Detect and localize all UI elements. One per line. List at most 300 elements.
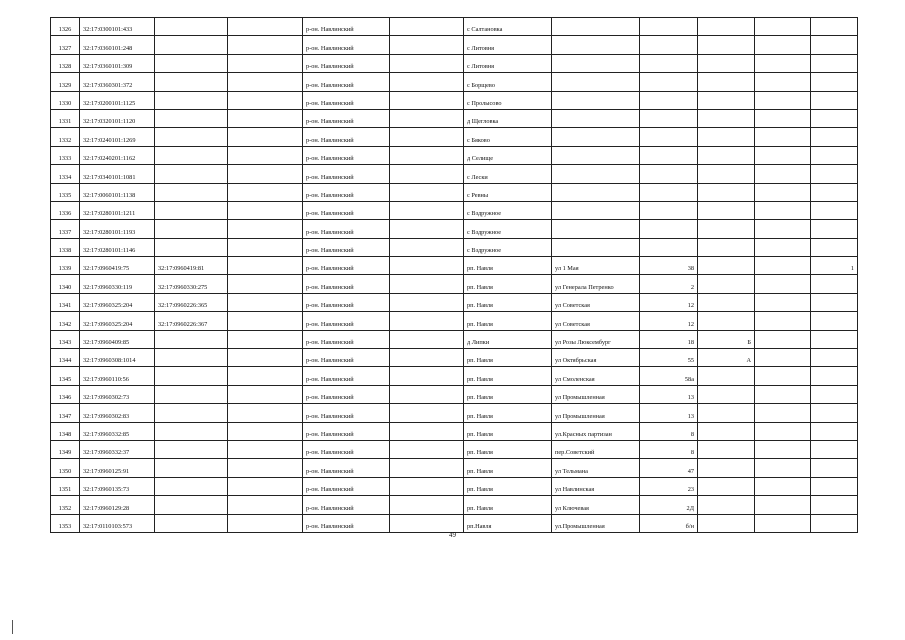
region-cell: р-он. Навлинский [303, 165, 390, 183]
empty-cell [755, 201, 811, 219]
cadastral-number-cell: 32:17:0960129:28 [80, 496, 155, 514]
street-cell: ул Смоленская [552, 367, 640, 385]
empty-cell [390, 477, 464, 495]
cadastral-number-cell: 32:17:0280101:1193 [80, 220, 155, 238]
row-number-cell: 1346 [51, 385, 80, 403]
row-number-cell: 1329 [51, 73, 80, 91]
house-number-cell: 58а [640, 367, 698, 385]
linked-cadastral-number-cell [155, 514, 228, 532]
table-row [51, 18, 858, 36]
region-cell: р-он. Навлинский [303, 440, 390, 458]
table-row [51, 257, 858, 275]
row-number-cell: 1341 [51, 293, 80, 311]
empty-cell [390, 330, 464, 348]
cadastral-number-cell: 32:17:0360101:309 [80, 54, 155, 72]
empty-cell [228, 330, 303, 348]
registry-table [50, 17, 858, 533]
linked-cadastral-number-cell [155, 109, 228, 127]
house-letter-cell [698, 238, 755, 256]
cadastral-number-cell: 32:17:0360101:248 [80, 36, 155, 54]
house-letter-cell [698, 514, 755, 532]
empty-cell [390, 514, 464, 532]
empty-cell [755, 128, 811, 146]
empty-cell [228, 367, 303, 385]
empty-cell [390, 257, 464, 275]
house-number-cell [640, 109, 698, 127]
street-cell [552, 91, 640, 109]
extra-cell [811, 477, 858, 495]
settlement-cell: с Лески [464, 165, 552, 183]
settlement-cell: с Литовня [464, 54, 552, 72]
row-number-cell: 1338 [51, 238, 80, 256]
house-letter-cell [698, 73, 755, 91]
row-number-cell: 1343 [51, 330, 80, 348]
house-number-cell [640, 36, 698, 54]
house-number-cell: 2Д [640, 496, 698, 514]
empty-cell [228, 496, 303, 514]
region-cell: р-он. Навлинский [303, 238, 390, 256]
table-row [51, 367, 858, 385]
settlement-cell: рп. Навля [464, 477, 552, 495]
row-number-cell: 1328 [51, 54, 80, 72]
row-number-cell: 1353 [51, 514, 80, 532]
settlement-cell: с Вздружное [464, 201, 552, 219]
cadastral-number-cell: 32:17:0960302:83 [80, 404, 155, 422]
street-cell: ул Розы Люксембург [552, 330, 640, 348]
extra-cell [811, 91, 858, 109]
house-number-cell: 18 [640, 330, 698, 348]
cadastral-number-cell: 32:17:0960308:1014 [80, 349, 155, 367]
house-number-cell: б/н [640, 514, 698, 532]
empty-cell [755, 36, 811, 54]
street-cell [552, 54, 640, 72]
extra-cell [811, 165, 858, 183]
cadastral-number-cell: 32:17:0110103:573 [80, 514, 155, 532]
region-cell: р-он. Навлинский [303, 514, 390, 532]
extra-cell [811, 404, 858, 422]
table-row [51, 385, 858, 403]
extra-cell [811, 367, 858, 385]
row-number-cell: 1333 [51, 146, 80, 164]
table-body [51, 18, 858, 533]
empty-cell [228, 404, 303, 422]
table-row [51, 349, 858, 367]
margin-mark [12, 620, 13, 634]
empty-cell [228, 146, 303, 164]
linked-cadastral-number-cell [155, 404, 228, 422]
settlement-cell: рп. Навля [464, 440, 552, 458]
empty-cell [755, 91, 811, 109]
empty-cell [390, 422, 464, 440]
region-cell: р-он. Навлинский [303, 404, 390, 422]
house-number-cell: 12 [640, 293, 698, 311]
cadastral-number-cell: 32:17:0960330:119 [80, 275, 155, 293]
page-number: 49 [449, 531, 456, 539]
empty-cell [228, 514, 303, 532]
cadastral-number-cell: 32:17:0200101:1125 [80, 91, 155, 109]
cadastral-number-cell: 32:17:0960419:75 [80, 257, 155, 275]
house-letter-cell [698, 459, 755, 477]
region-cell: р-он. Навлинский [303, 422, 390, 440]
linked-cadastral-number-cell [155, 367, 228, 385]
settlement-cell: с Пролысово [464, 91, 552, 109]
empty-cell [755, 514, 811, 532]
table-row [51, 36, 858, 54]
table-row [51, 275, 858, 293]
linked-cadastral-number-cell [155, 128, 228, 146]
empty-cell [390, 54, 464, 72]
extra-cell [811, 422, 858, 440]
house-number-cell: 12 [640, 312, 698, 330]
empty-cell [755, 330, 811, 348]
house-letter-cell [698, 367, 755, 385]
region-cell: р-он. Навлинский [303, 349, 390, 367]
linked-cadastral-number-cell [155, 220, 228, 238]
settlement-cell: рп. Навля [464, 257, 552, 275]
empty-cell [755, 496, 811, 514]
empty-cell [755, 440, 811, 458]
table-row [51, 422, 858, 440]
empty-cell [755, 459, 811, 477]
row-number-cell: 1345 [51, 367, 80, 385]
settlement-cell: с Вздружное [464, 220, 552, 238]
empty-cell [228, 36, 303, 54]
empty-cell [390, 312, 464, 330]
street-cell: ул 1 Мая [552, 257, 640, 275]
extra-cell [811, 73, 858, 91]
house-letter-cell [698, 146, 755, 164]
house-number-cell [640, 220, 698, 238]
empty-cell [390, 220, 464, 238]
settlement-cell: с Литовня [464, 36, 552, 54]
cadastral-number-cell: 32:17:0960125:91 [80, 459, 155, 477]
table-row [51, 440, 858, 458]
street-cell [552, 238, 640, 256]
empty-cell [228, 275, 303, 293]
region-cell: р-он. Навлинский [303, 330, 390, 348]
table-row [51, 477, 858, 495]
linked-cadastral-number-cell [155, 201, 228, 219]
extra-cell [811, 312, 858, 330]
linked-cadastral-number-cell [155, 385, 228, 403]
row-number-cell: 1326 [51, 18, 80, 36]
settlement-cell: рп.Навля [464, 514, 552, 532]
house-number-cell [640, 238, 698, 256]
settlement-cell: д Щегловка [464, 109, 552, 127]
extra-cell [811, 349, 858, 367]
linked-cadastral-number-cell: 32:17:0960226:365 [155, 293, 228, 311]
table-row [51, 330, 858, 348]
street-cell: ул Навлинская [552, 477, 640, 495]
extra-cell [811, 330, 858, 348]
linked-cadastral-number-cell [155, 477, 228, 495]
empty-cell [228, 385, 303, 403]
house-letter-cell [698, 183, 755, 201]
linked-cadastral-number-cell [155, 36, 228, 54]
row-number-cell: 1348 [51, 422, 80, 440]
extra-cell [811, 496, 858, 514]
street-cell: пер.Советский [552, 440, 640, 458]
empty-cell [390, 73, 464, 91]
row-number-cell: 1332 [51, 128, 80, 146]
empty-cell [228, 201, 303, 219]
house-letter-cell [698, 477, 755, 495]
empty-cell [228, 54, 303, 72]
linked-cadastral-number-cell [155, 146, 228, 164]
region-cell: р-он. Навлинский [303, 109, 390, 127]
house-letter-cell [698, 257, 755, 275]
cadastral-number-cell: 32:17:0960325:204 [80, 312, 155, 330]
house-number-cell [640, 73, 698, 91]
extra-cell: 1 [811, 257, 858, 275]
street-cell [552, 36, 640, 54]
house-number-cell: 2 [640, 275, 698, 293]
linked-cadastral-number-cell [155, 183, 228, 201]
empty-cell [755, 404, 811, 422]
empty-cell [228, 293, 303, 311]
empty-cell [390, 201, 464, 219]
house-number-cell: 13 [640, 385, 698, 403]
street-cell: ул Промышленная [552, 404, 640, 422]
table-row [51, 238, 858, 256]
cadastral-number-cell: 32:17:0960110:56 [80, 367, 155, 385]
linked-cadastral-number-cell [155, 91, 228, 109]
empty-cell [755, 109, 811, 127]
row-number-cell: 1331 [51, 109, 80, 127]
street-cell [552, 183, 640, 201]
extra-cell [811, 275, 858, 293]
empty-cell [390, 459, 464, 477]
row-number-cell: 1327 [51, 36, 80, 54]
region-cell: р-он. Навлинский [303, 275, 390, 293]
house-number-cell [640, 201, 698, 219]
table-row [51, 183, 858, 201]
street-cell: ул Генерала Петренко [552, 275, 640, 293]
region-cell: р-он. Навлинский [303, 18, 390, 36]
region-cell: р-он. Навлинский [303, 459, 390, 477]
house-number-cell [640, 146, 698, 164]
extra-cell [811, 220, 858, 238]
empty-cell [390, 18, 464, 36]
linked-cadastral-number-cell [155, 330, 228, 348]
extra-cell [811, 459, 858, 477]
region-cell: р-он. Навлинский [303, 146, 390, 164]
region-cell: р-он. Навлинский [303, 73, 390, 91]
linked-cadastral-number-cell [155, 165, 228, 183]
region-cell: р-он. Навлинский [303, 54, 390, 72]
table-row [51, 109, 858, 127]
settlement-cell: рп. Навля [464, 385, 552, 403]
row-number-cell: 1350 [51, 459, 80, 477]
house-letter-cell [698, 201, 755, 219]
house-letter-cell [698, 91, 755, 109]
table-row [51, 201, 858, 219]
row-number-cell: 1344 [51, 349, 80, 367]
linked-cadastral-number-cell [155, 459, 228, 477]
region-cell: р-он. Навлинский [303, 183, 390, 201]
row-number-cell: 1330 [51, 91, 80, 109]
extra-cell [811, 146, 858, 164]
row-number-cell: 1352 [51, 496, 80, 514]
street-cell: ул Тельмана [552, 459, 640, 477]
empty-cell [228, 165, 303, 183]
house-number-cell: 8 [640, 440, 698, 458]
row-number-cell: 1340 [51, 275, 80, 293]
house-letter-cell [698, 385, 755, 403]
empty-cell [228, 91, 303, 109]
linked-cadastral-number-cell [155, 18, 228, 36]
empty-cell [390, 275, 464, 293]
settlement-cell: с Ревны [464, 183, 552, 201]
settlement-cell: рп. Навля [464, 496, 552, 514]
empty-cell [755, 422, 811, 440]
house-letter-cell [698, 275, 755, 293]
house-number-cell: 55 [640, 349, 698, 367]
table-row [51, 293, 858, 311]
extra-cell [811, 440, 858, 458]
extra-cell [811, 54, 858, 72]
row-number-cell: 1335 [51, 183, 80, 201]
empty-cell [755, 146, 811, 164]
row-number-cell: 1337 [51, 220, 80, 238]
table-row [51, 146, 858, 164]
region-cell: р-он. Навлинский [303, 91, 390, 109]
row-number-cell: 1342 [51, 312, 80, 330]
empty-cell [755, 385, 811, 403]
empty-cell [390, 91, 464, 109]
street-cell [552, 220, 640, 238]
empty-cell [228, 220, 303, 238]
empty-cell [390, 385, 464, 403]
street-cell [552, 109, 640, 127]
house-letter-cell [698, 422, 755, 440]
house-number-cell [640, 183, 698, 201]
street-cell [552, 18, 640, 36]
cadastral-number-cell: 32:17:0960302:73 [80, 385, 155, 403]
row-number-cell: 1334 [51, 165, 80, 183]
empty-cell [755, 293, 811, 311]
empty-cell [390, 165, 464, 183]
empty-cell [755, 275, 811, 293]
empty-cell [228, 183, 303, 201]
region-cell: р-он. Навлинский [303, 257, 390, 275]
linked-cadastral-number-cell [155, 440, 228, 458]
street-cell: ул Советская [552, 312, 640, 330]
house-letter-cell [698, 496, 755, 514]
settlement-cell: рп. Навля [464, 422, 552, 440]
row-number-cell: 1339 [51, 257, 80, 275]
house-number-cell: 38 [640, 257, 698, 275]
empty-cell [755, 73, 811, 91]
cadastral-number-cell: 32:17:0960332:37 [80, 440, 155, 458]
cadastral-number-cell: 32:17:0060101:1138 [80, 183, 155, 201]
house-number-cell [640, 128, 698, 146]
table-row [51, 54, 858, 72]
linked-cadastral-number-cell [155, 349, 228, 367]
empty-cell [228, 477, 303, 495]
house-letter-cell [698, 54, 755, 72]
empty-cell [755, 220, 811, 238]
settlement-cell: с Борщево [464, 73, 552, 91]
linked-cadastral-number-cell: 32:17:0960419:81 [155, 257, 228, 275]
settlement-cell: рп. Навля [464, 293, 552, 311]
house-letter-cell: А [698, 349, 755, 367]
empty-cell [228, 440, 303, 458]
empty-cell [228, 257, 303, 275]
house-number-cell [640, 18, 698, 36]
empty-cell [755, 257, 811, 275]
empty-cell [390, 349, 464, 367]
cadastral-number-cell: 32:17:0960409:85 [80, 330, 155, 348]
house-letter-cell [698, 293, 755, 311]
empty-cell [755, 18, 811, 36]
settlement-cell: рп. Навля [464, 459, 552, 477]
empty-cell [390, 146, 464, 164]
table-row [51, 220, 858, 238]
house-letter-cell [698, 18, 755, 36]
linked-cadastral-number-cell [155, 422, 228, 440]
table-row [51, 128, 858, 146]
cadastral-number-cell: 32:17:0280101:1211 [80, 201, 155, 219]
table-row [51, 404, 858, 422]
linked-cadastral-number-cell [155, 54, 228, 72]
region-cell: р-он. Навлинский [303, 312, 390, 330]
linked-cadastral-number-cell [155, 73, 228, 91]
region-cell: р-он. Навлинский [303, 385, 390, 403]
house-letter-cell: Б [698, 330, 755, 348]
street-cell [552, 146, 640, 164]
settlement-cell: рп. Навля [464, 404, 552, 422]
cadastral-number-cell: 32:17:0240101:1269 [80, 128, 155, 146]
cadastral-number-cell: 32:17:0300101:433 [80, 18, 155, 36]
extra-cell [811, 385, 858, 403]
house-number-cell [640, 54, 698, 72]
house-letter-cell [698, 109, 755, 127]
street-cell: ул.Красных партизан [552, 422, 640, 440]
house-number-cell: 47 [640, 459, 698, 477]
extra-cell [811, 36, 858, 54]
settlement-cell: д Селище [464, 146, 552, 164]
empty-cell [390, 238, 464, 256]
region-cell: р-он. Навлинский [303, 496, 390, 514]
empty-cell [228, 349, 303, 367]
cadastral-number-cell: 32:17:0960135:73 [80, 477, 155, 495]
empty-cell [755, 183, 811, 201]
empty-cell [228, 128, 303, 146]
street-cell [552, 165, 640, 183]
region-cell: р-он. Навлинский [303, 201, 390, 219]
table-row [51, 73, 858, 91]
empty-cell [390, 404, 464, 422]
extra-cell [811, 201, 858, 219]
extra-cell [811, 238, 858, 256]
street-cell: ул Советская [552, 293, 640, 311]
street-cell [552, 73, 640, 91]
settlement-cell: с Бяково [464, 128, 552, 146]
region-cell: р-он. Навлинский [303, 220, 390, 238]
empty-cell [228, 238, 303, 256]
region-cell: р-он. Навлинский [303, 367, 390, 385]
empty-cell [755, 477, 811, 495]
empty-cell [390, 293, 464, 311]
house-number-cell: 23 [640, 477, 698, 495]
house-letter-cell [698, 220, 755, 238]
table-row [51, 459, 858, 477]
cadastral-number-cell: 32:17:0960325:204 [80, 293, 155, 311]
empty-cell [228, 312, 303, 330]
house-letter-cell [698, 404, 755, 422]
table-row [51, 496, 858, 514]
